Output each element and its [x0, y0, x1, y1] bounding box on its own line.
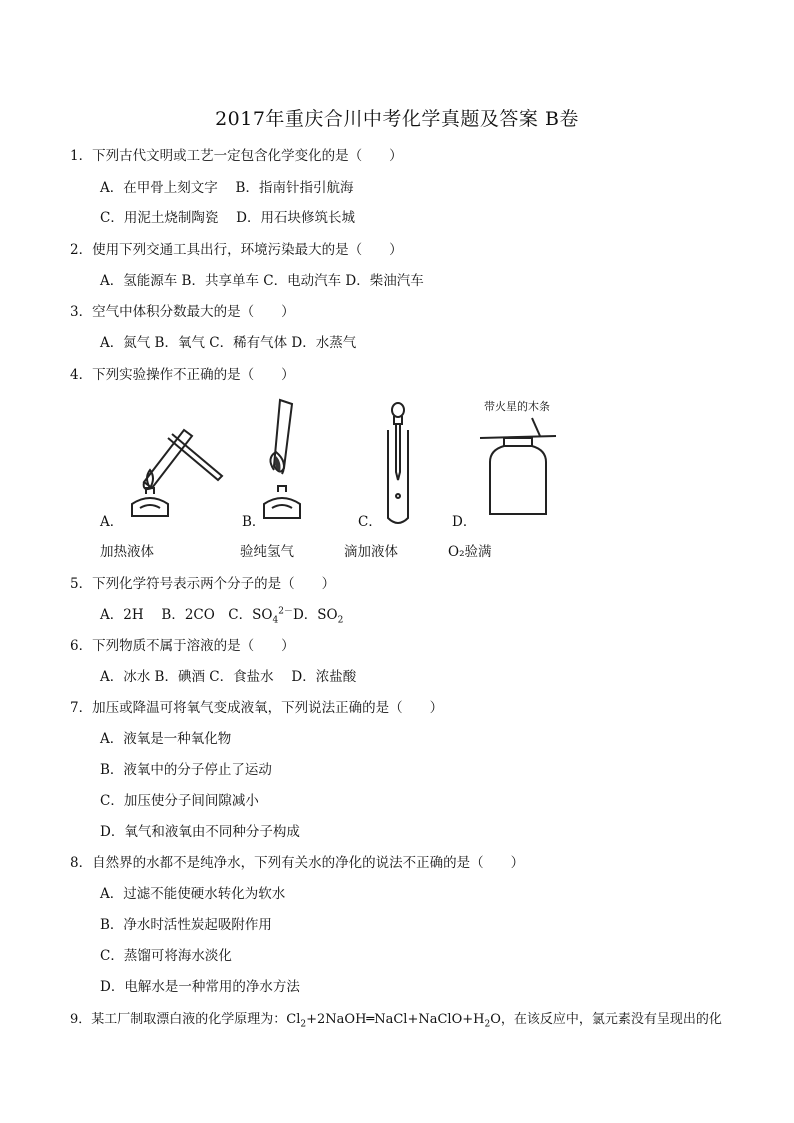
- question-3-stem: 3．空气中体积分数最大的是（ ）: [70, 304, 295, 320]
- figure-d-letter: D．: [452, 514, 477, 530]
- question-7-option-a: A．液氧是一种氧化物: [100, 731, 232, 747]
- question-1-stem: 1．下列古代文明或工艺一定包含化学变化的是（ ）: [70, 148, 403, 164]
- question-8-option-d: D．电解水是一种常用的净水方法: [100, 979, 300, 995]
- figure-d-caption: O₂验满: [448, 544, 492, 560]
- question-9-stem: 9．某工厂制取漂白液的化学原理为：$Cl_2+2NaOH═NaCl+NaClO+H_2O$，在该反应中，氯元素没有呈现出的化: [70, 1012, 722, 1030]
- question-5-stem: 5．下列化学符号表示两个分子的是（ ）: [70, 576, 336, 592]
- question-6-stem: 6．下列物质不属于溶液的是（ ）: [70, 638, 295, 654]
- page-title: 2017年重庆合川中考化学真题及答案 B卷: [215, 108, 579, 130]
- question-2-options: A．氢能源车 B．共享单车 C．电动汽车 D．柴油汽车: [100, 273, 424, 289]
- question-1-options-row2: C．用泥土烧制陶瓷 D．用石块修筑长城: [100, 210, 355, 226]
- figure-b-letter: B．: [242, 514, 266, 530]
- question-8-option-a: A．过滤不能使硬水转化为软水: [100, 886, 286, 902]
- figure-b-caption: 验纯氢气: [240, 544, 294, 560]
- question-7-option-b: B．液氧中的分子停止了运动: [100, 762, 272, 778]
- question-3-options: A．氮气 B．氧气 C．稀有气体 D．水蒸气: [100, 335, 357, 351]
- question-8-option-b: B．净水时活性炭起吸附作用: [100, 917, 272, 933]
- question-8-option-c: C．蒸馏可将海水淡化: [100, 948, 232, 964]
- question-7-option-d: D．氧气和液氧由不同种分子构成: [100, 824, 300, 840]
- figure-d-label: 带火星的木条: [484, 400, 550, 413]
- question-7-stem: 7．加压或降温可将氧气变成液氧，下列说法正确的是（ ）: [70, 700, 444, 716]
- question-8-stem: 8．自然界的水都不是纯净水，下列有关水的净化的说法不正确的是（ ）: [70, 855, 525, 871]
- figure-a-letter: A．: [100, 514, 124, 530]
- figure-c-caption: 滴加液体: [344, 544, 398, 560]
- figure-a-heating-liquid: [122, 412, 232, 522]
- figure-a-caption: 加热液体: [100, 544, 154, 560]
- question-4-stem: 4．下列实验操作不正确的是（ ）: [70, 367, 295, 383]
- question-2-stem: 2．使用下列交通工具出行，环境污染最大的是（ ）: [70, 242, 403, 258]
- question-5-options: A．2H B．2CO C．$SO_4^{2-}D$．$SO_2$: [100, 606, 344, 626]
- question-1-options-row1: A．在甲骨上刻文字 B．指南针指引航海: [100, 180, 354, 196]
- figure-c-letter: C．: [358, 514, 382, 530]
- figure-b-hydrogen-purity: [258, 396, 308, 522]
- figure-c-dropping-liquid: [380, 400, 416, 526]
- question-6-options: A．冰水 B．碘酒 C．食盐水 D．浓盐酸: [100, 669, 357, 685]
- question-7-option-c: C．加压使分子间间隙减小: [100, 793, 259, 809]
